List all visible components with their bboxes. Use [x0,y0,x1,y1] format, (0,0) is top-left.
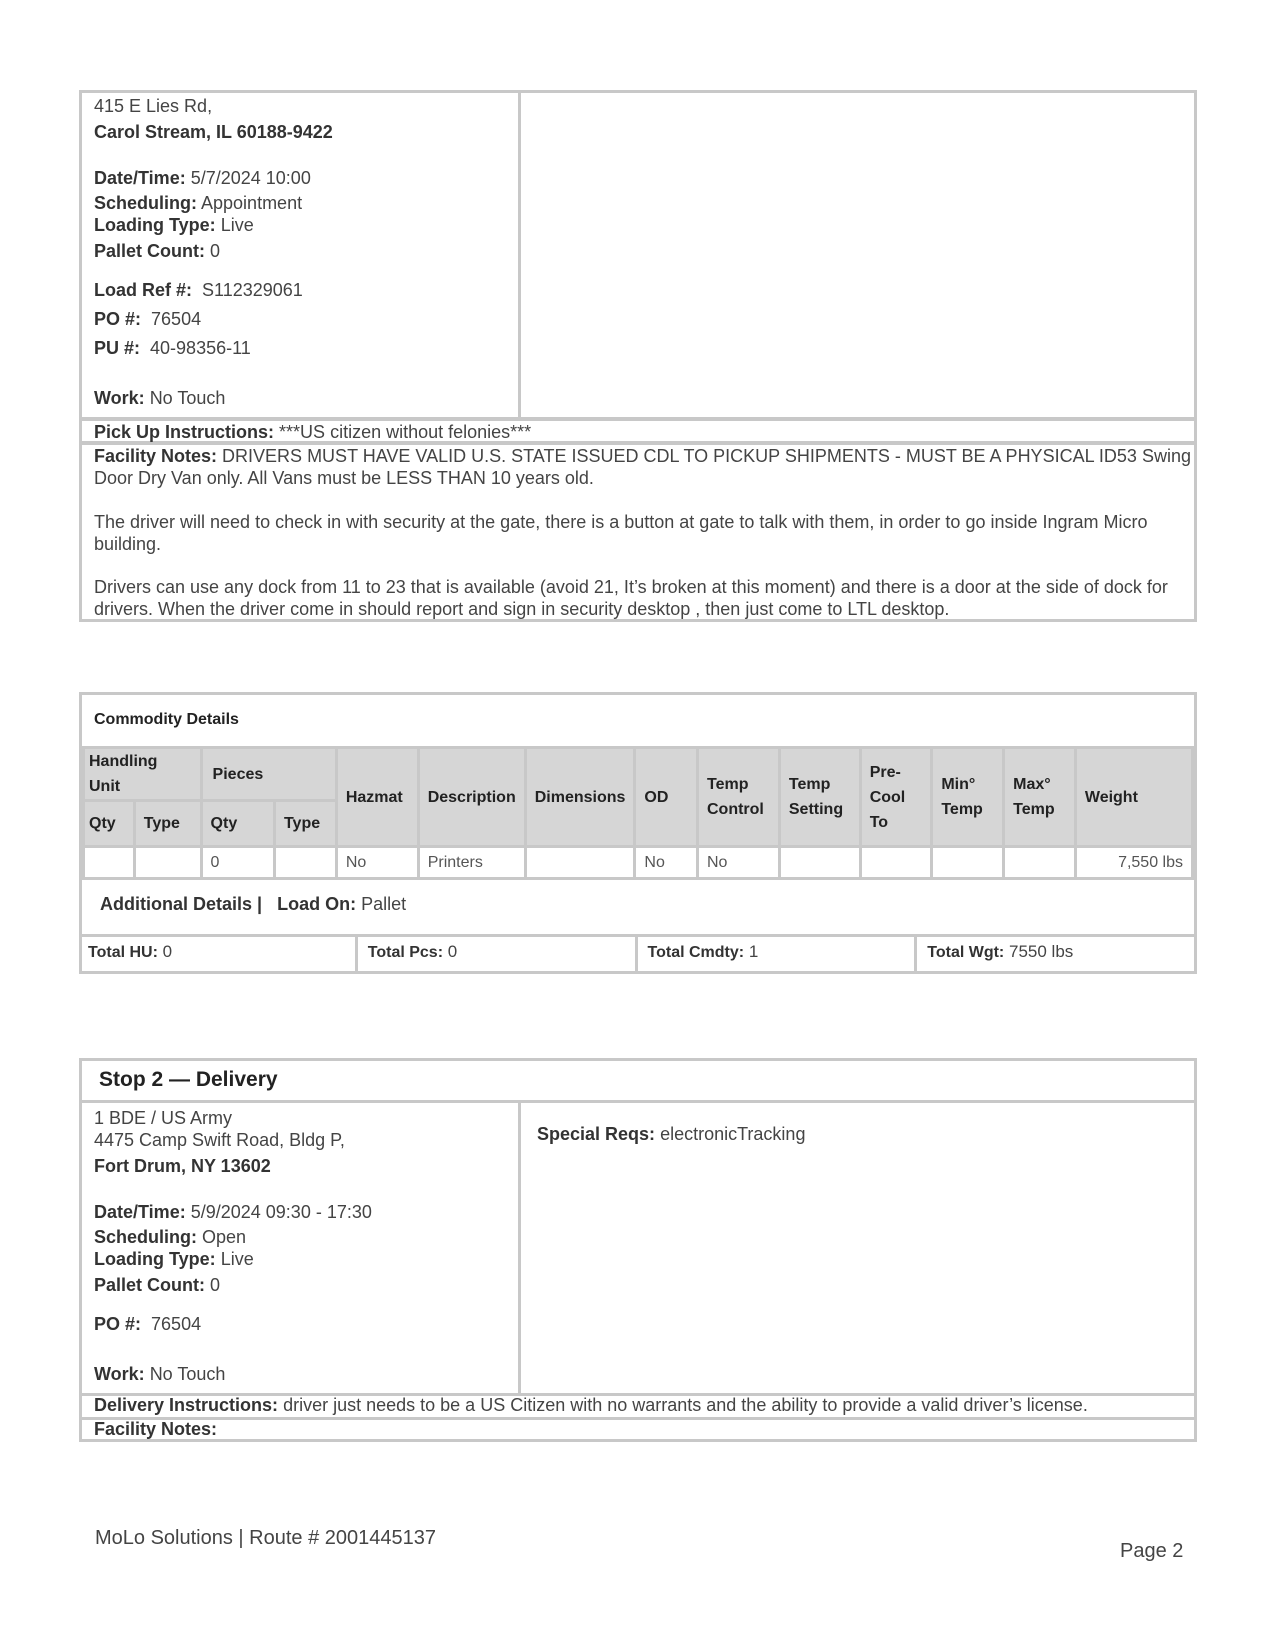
work-value: No Touch [149,388,226,408]
commodity-details-title: Commodity Details [94,711,239,728]
total-pcs-label: Total Pcs: [367,944,444,961]
pallet-count-label: Pallet Count: [94,241,205,261]
scheduling-label: Scheduling: [94,1227,197,1247]
weight-cell: 7,550 lbs [1075,847,1192,879]
stop1-details-box [79,90,1197,420]
description-header: Description [418,748,525,847]
divider [82,1417,1194,1420]
pcs-type-cell [274,847,336,879]
facility-notes-box [79,442,1197,622]
load-ref-label: Load Ref #: [94,280,193,300]
loading-type-value: Live [220,215,254,235]
pickup-instructions [94,421,531,443]
scheduling-value: Appointment [201,193,303,213]
scheduling-label: Scheduling: [94,193,197,213]
totals-row [82,934,1194,974]
load-ref-value: S112329061 [202,280,303,300]
max-temp-header: Max° Temp [1004,748,1076,847]
datetime-label: Date/Time: [94,168,186,188]
total-cmdty-value: 1 [748,942,759,961]
hu-qty-header: Qty [84,801,135,847]
commodity-table [82,746,1194,880]
load-on-value: Pallet [361,894,407,914]
facility-notes-label: Facility Notes: [94,1419,218,1439]
pcs-qty-cell: 0 [201,847,274,879]
total-hu-label: Total HU: [88,944,158,961]
pcs-type-header: Type [274,801,336,847]
total-wgt-value: 7550 lbs [1009,942,1074,961]
po-value: 76504 [151,1314,202,1334]
po-value: 76504 [151,309,202,329]
commodity-details-box [79,692,1197,974]
pallet-count-label: Pallet Count: [94,1275,205,1295]
pcs-qty-header: Qty [201,801,274,847]
stop1-po [94,308,201,330]
po-label: PO #: [94,309,142,329]
hazmat-cell: No [336,847,418,879]
stop2-title: Stop 2 — Delivery [99,1068,278,1091]
footer-page-number: Page 2 [1120,1540,1184,1562]
loading-type-label: Loading Type: [94,215,216,235]
total-pcs [358,937,638,974]
temp-control-cell: No [698,847,780,879]
max-temp-cell [1004,847,1076,879]
stop1-datetime [94,167,311,189]
stop1-loading-type [94,214,254,236]
facility-notes-text-1: DRIVERS MUST HAVE VALID U.S. STATE ISSUED CDL TO PICKUP SHIPMENTS - MUST BE A PHYSICAL ID53 Swing Door Dry Van only. All Vans must be LESS THAN 10 years old. [94,446,1191,488]
stop1-work [94,387,225,409]
total-cmdty-label: Total Cmdty: [647,944,745,961]
od-header: OD [635,748,698,847]
hazmat-header: Hazmat [336,748,418,847]
stop1-load-ref [94,279,303,301]
pickup-instructions-row [79,418,1197,444]
table-row [84,847,1193,879]
additional-details [100,893,406,915]
pu-label: PU #: [94,338,141,358]
datetime-value: 5/7/2024 10:00 [190,168,311,188]
stop1-pu [94,337,251,359]
total-hu-value: 0 [162,942,173,961]
stop2-city-state-zip: Fort Drum, NY 13602 [94,1156,271,1176]
handling-unit-header: Handling Unit [84,748,202,801]
pallet-count-value: 0 [210,1275,221,1295]
total-pcs-value: 0 [447,942,458,961]
work-label: Work: [94,388,145,408]
delivery-instructions-value: driver just needs to be a US Citizen with no warrants and the ability to provide a valid driver’s license. [283,1395,1088,1415]
scheduling-value: Open [202,1227,247,1247]
temp-setting-header: Temp Setting [779,748,860,847]
pallet-count-value: 0 [210,241,221,261]
stop2-special-reqs [537,1123,805,1145]
work-value: No Touch [149,1364,226,1384]
pu-value: 40-98356-11 [150,338,251,358]
additional-details-label: Additional Details | [100,894,263,914]
pre-cool-header: Pre-Cool To [860,748,932,847]
stop2-title-row [82,1061,1194,1103]
description-cell: Printers [418,847,525,879]
total-cmdty [638,937,918,974]
delivery-instructions-label: Delivery Instructions: [94,1395,279,1415]
total-hu [82,937,358,974]
pickup-instructions-value: ***US citizen without felonies*** [279,422,532,442]
facility-notes-label: Facility Notes: [94,446,218,466]
header-row-1 [84,748,1193,801]
temp-setting-cell [779,847,860,879]
stop2-name: 1 BDE / US Army [94,1108,233,1128]
dimensions-cell [525,847,635,879]
min-temp-cell [932,847,1004,879]
weight-header: Weight [1075,748,1192,847]
loading-type-label: Loading Type: [94,1249,216,1269]
stop2-pallet-count [94,1274,220,1296]
loading-type-value: Live [220,1249,254,1269]
load-on-label: Load On: [277,894,357,914]
total-wgt-label: Total Wgt: [927,944,1005,961]
pre-cool-cell [860,847,932,879]
od-cell: No [635,847,698,879]
stop1-pallet-count [94,240,220,262]
column-divider [518,1100,521,1393]
stop2-po [94,1313,201,1335]
stop1-address-line: 415 E Lies Rd, [94,96,213,116]
pieces-header: Pieces [201,748,336,801]
pickup-instructions-label: Pick Up Instructions: [94,422,275,442]
facility-notes-p3: Drivers can use any dock from 11 to 23 that is available (avoid 21, It’s broken at this moment) and there is a door at the side of dock for drivers. When the driver come in should report and sign in security desktop , then just come to LTL desktop. [94,577,1168,619]
facility-notes-p2: The driver will need to check in with security at the gate, there is a button at gate to talk with them, in order to go inside Ingram Micro building. [94,512,1148,554]
special-reqs-label: Special Reqs: [537,1124,656,1144]
temp-control-header: Temp Control [698,748,780,847]
column-divider [518,93,521,417]
stop1-scheduling [94,192,302,214]
po-label: PO #: [94,1314,142,1334]
delivery-instructions [94,1394,1088,1416]
dimensions-header: Dimensions [525,748,635,847]
hu-type-header: Type [134,801,201,847]
stop2-scheduling [94,1226,246,1248]
stop2-box [79,1058,1197,1442]
datetime-value: 5/9/2024 09:30 - 17:30 [190,1202,372,1222]
special-reqs-value: electronicTracking [660,1124,806,1144]
stop2-facility-notes [94,1418,217,1440]
hu-qty-cell [84,847,135,879]
work-label: Work: [94,1364,145,1384]
stop2-loading-type [94,1248,254,1270]
stop2-address-line: 4475 Camp Swift Road, Bldg P, [94,1130,345,1150]
facility-notes-p1 [94,445,1194,489]
hu-type-cell [134,847,201,879]
stop2-work [94,1363,225,1385]
total-wgt [917,937,1194,974]
stop1-city-state-zip: Carol Stream, IL 60188-9422 [94,122,333,142]
stop2-datetime [94,1201,372,1223]
datetime-label: Date/Time: [94,1202,186,1222]
footer-company-route: MoLo Solutions | Route # 2001445137 [95,1527,437,1549]
min-temp-header: Min° Temp [932,748,1004,847]
